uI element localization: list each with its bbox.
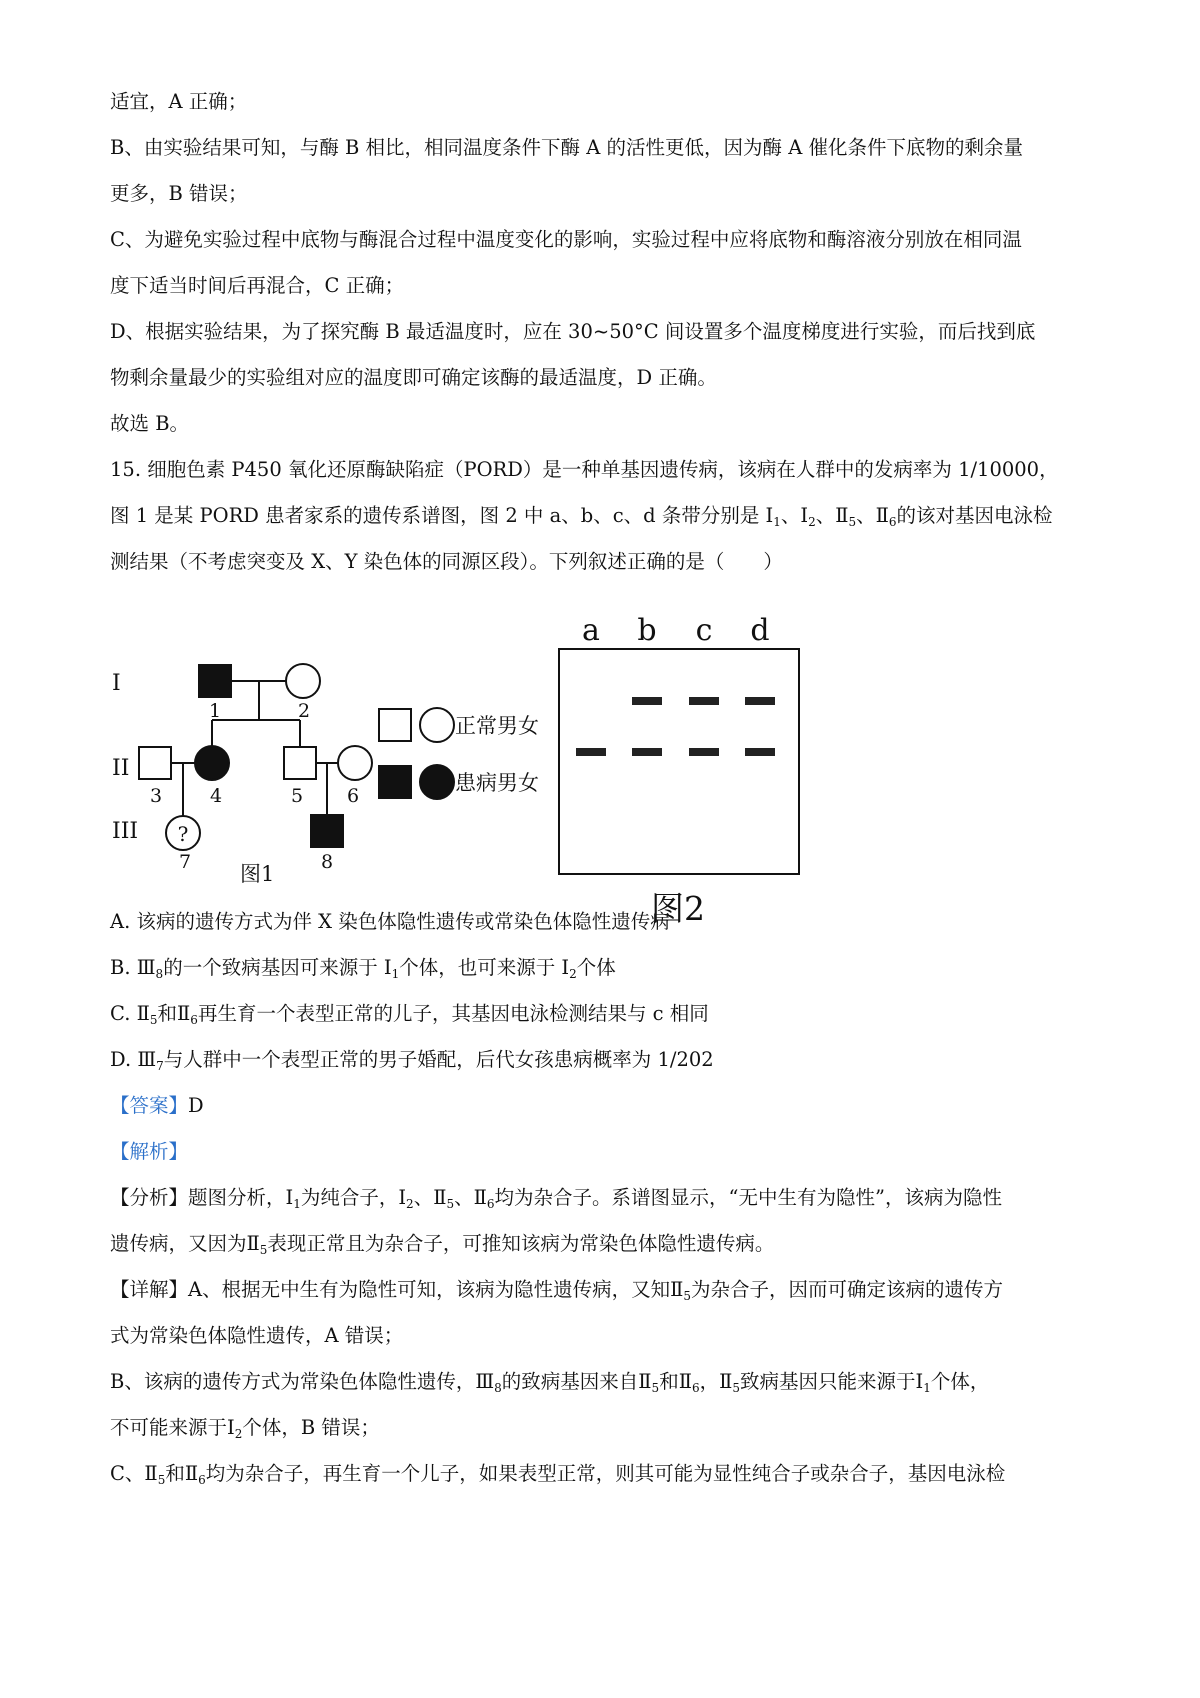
text-segment: 、I [780, 504, 809, 527]
text-segment: 均为杂合子。系谱图显示，“无中生有为隐性”，该病为隐性 [494, 1186, 1002, 1209]
individual-III8-affected-male [311, 815, 343, 847]
gen-label-1: I [112, 671, 121, 696]
subscript: 1 [923, 1381, 931, 1395]
text-segment: 均为杂合子，再生育一个儿子，如果表型正常，则其可能为显性纯合子或杂合子，基因电泳检 [205, 1462, 1006, 1485]
text-segment: C、Ⅱ [110, 1462, 158, 1485]
question-mark: ? [177, 822, 189, 846]
subscript: 1 [773, 515, 781, 529]
text-segment: 的致病基因来自Ⅱ [501, 1370, 652, 1393]
gel-lane-label-d: d [750, 613, 770, 648]
num-1: 1 [208, 700, 222, 722]
legend-normal-label: 正常男女 [455, 714, 539, 738]
section-tag: 【解析】 [110, 1140, 189, 1163]
subscript: 2 [808, 515, 816, 529]
gel-lane-label-b: b [637, 613, 657, 648]
text-segment: 、Ⅱ [454, 1186, 487, 1209]
subscript: 5 [149, 1013, 158, 1027]
text-segment: D、根据实验结果，为了探究酶 B 最适温度时，应在 30~50°C 间设置多个温度梯度进行实验，而后找到底 [110, 320, 1036, 343]
gel-lane-label-a: a [582, 613, 600, 648]
subscript: 6 [691, 1381, 700, 1395]
gel-band-upper-c [689, 697, 719, 705]
section-tag: 【答案】 [110, 1094, 189, 1117]
text-segment: 和Ⅱ [157, 1002, 191, 1025]
legend-affected-female-icon [420, 765, 454, 799]
gel-figure [559, 613, 799, 928]
text-segment: 个体，也可来源于 I [399, 956, 570, 979]
subscript: 5 [732, 1381, 740, 1395]
text-segment: B、由实验结果可知，与酶 B 相比，相同温度条件下酶 A 的活性更低，因为酶 A 催化条件下底物的剩余量 [110, 136, 1024, 159]
text-segment: 与人群中一个表型正常的男子婚配，后代女孩患病概率为 1/202 [163, 1048, 714, 1071]
num-6: 6 [346, 785, 360, 807]
gen-label-2: II [112, 756, 130, 781]
text-segment: 物剩余量最少的实验组对应的温度即可确定该酶的最适温度，D 正确。 [110, 366, 717, 389]
text-segment: 更多，B 错误； [110, 182, 248, 205]
text-segment: 、Ⅱ [815, 504, 849, 527]
text-segment: 故选 B。 [110, 412, 190, 435]
subscript: 8 [494, 1381, 502, 1395]
text-segment: ，Ⅱ [699, 1370, 733, 1393]
gel-band-lower-d [745, 748, 775, 756]
subscript: 6 [190, 1013, 198, 1027]
subscript: 5 [157, 1473, 166, 1487]
text-segment: B. Ⅲ [110, 956, 156, 979]
text-segment: 个体，B 错误； [242, 1416, 380, 1439]
text-segment: D. Ⅲ [110, 1048, 157, 1071]
text-segment: 15. 细胞色素 P450 氧化还原酶缺陷症（PORD）是一种单基因遗传病，该病在人群中的发病率为 1/10000， [110, 458, 1059, 481]
gel-caption: 图2 [651, 889, 705, 928]
subscript: 5 [446, 1197, 455, 1211]
num-7: 7 [178, 851, 192, 873]
gel-frame [559, 649, 799, 874]
text-segment: 的该对基因电泳检 [896, 504, 1053, 527]
text-segment: 、Ⅱ [856, 504, 889, 527]
num-2: 2 [297, 700, 311, 722]
text-segment: A. 该病的遗传方式为伴 X 染色体隐性遗传或常染色体隐性遗传病 [110, 910, 670, 933]
pedigree-caption: 图1 [240, 862, 275, 886]
subscript: 1 [391, 967, 400, 981]
individual-II3-normal-male [139, 747, 171, 779]
subscript: 6 [888, 515, 897, 529]
gel-band-lower-a [576, 748, 606, 756]
text-segment: 适宜，A 正确； [110, 90, 248, 113]
text-segment: B、该病的遗传方式为常染色体隐性遗传，Ⅲ [110, 1370, 495, 1393]
subscript: 2 [406, 1197, 414, 1211]
subscript: 5 [683, 1289, 691, 1303]
text-segment: C. Ⅱ [110, 1002, 150, 1025]
text-segment: 【详解】A、根据无中生有为隐性可知，该病为隐性遗传病，又知Ⅱ [110, 1278, 684, 1301]
individual-I2-normal-female [286, 664, 320, 698]
text-segment: 个体 [576, 956, 616, 979]
individual-I1-affected-male [199, 665, 231, 697]
legend-affected-label: 患病男女 [455, 771, 539, 795]
text-segment: 测结果（不考虑突变及 X、Y 染色体的同源区段）。下列叙述正确的是（ ） [110, 550, 783, 573]
text-segment: 再生育一个表型正常的儿子，其基因电泳检测结果与 c 相同 [197, 1002, 709, 1025]
pedigree-figure [112, 664, 539, 886]
subscript: 8 [155, 967, 164, 981]
subscript: 7 [156, 1059, 164, 1073]
subscript: 5 [259, 1243, 268, 1257]
subscript: 2 [569, 967, 577, 981]
subscript: 5 [848, 515, 857, 529]
num-4: 4 [209, 785, 223, 807]
text-segment: 、Ⅱ [413, 1186, 447, 1209]
legend-normal-female-icon [420, 708, 454, 742]
text-segment: 【分析】题图分析，I [110, 1186, 294, 1209]
num-5: 5 [290, 785, 304, 807]
gel-band-upper-d [745, 697, 775, 705]
gel-band-lower-b [632, 748, 662, 756]
text-segment: 为纯合子，I [300, 1186, 407, 1209]
text-segment: C、为避免实验过程中底物与酶混合过程中温度变化的影响，实验过程中应将底物和酶溶液分别放在相同温 [110, 228, 1022, 251]
gen-label-3: III [112, 819, 139, 844]
text-segment: 和Ⅱ [659, 1370, 692, 1393]
subscript: 1 [293, 1197, 301, 1211]
legend-affected-male-icon [379, 766, 411, 798]
subscript: 2 [234, 1427, 243, 1441]
legend-normal-male-icon [379, 709, 411, 741]
text-segment: 致病基因只能来源于Ⅰ [740, 1370, 924, 1393]
text-segment: 为杂合子，因而可确定该病的遗传方 [690, 1278, 1003, 1301]
gel-band-upper-b [632, 697, 662, 705]
num-8: 8 [320, 851, 334, 873]
text-segment: D [188, 1094, 204, 1117]
text-segment: 表现正常且为杂合子，可推知该病为常染色体隐性遗传病。 [267, 1232, 775, 1255]
individual-II6-normal-female [338, 746, 372, 780]
text-segment: 不可能来源于Ⅰ [110, 1416, 235, 1439]
text-segment: 的一个致病基因可来源于 I [163, 956, 392, 979]
subscript: 6 [486, 1197, 495, 1211]
individual-II5-normal-male [284, 747, 316, 779]
individual-II4-affected-female [195, 746, 229, 780]
text-segment: 和Ⅱ [165, 1462, 199, 1485]
text-segment: 式为常染色体隐性遗传，A 错误； [110, 1324, 404, 1347]
text-segment: 遗传病，又因为Ⅱ [110, 1232, 260, 1255]
text-segment: 度下适当时间后再混合，C 正确； [110, 274, 405, 297]
num-3: 3 [149, 785, 163, 807]
text-segment: 图 1 是某 PORD 患者家系的遗传系谱图，图 2 中 a、b、c、d 条带分别是 I [110, 504, 774, 527]
subscript: 5 [651, 1381, 660, 1395]
subscript: 6 [198, 1473, 206, 1487]
text-segment: 个体， [930, 1370, 990, 1393]
gel-lane-label-c: c [695, 613, 713, 648]
gel-band-lower-c [689, 748, 719, 756]
